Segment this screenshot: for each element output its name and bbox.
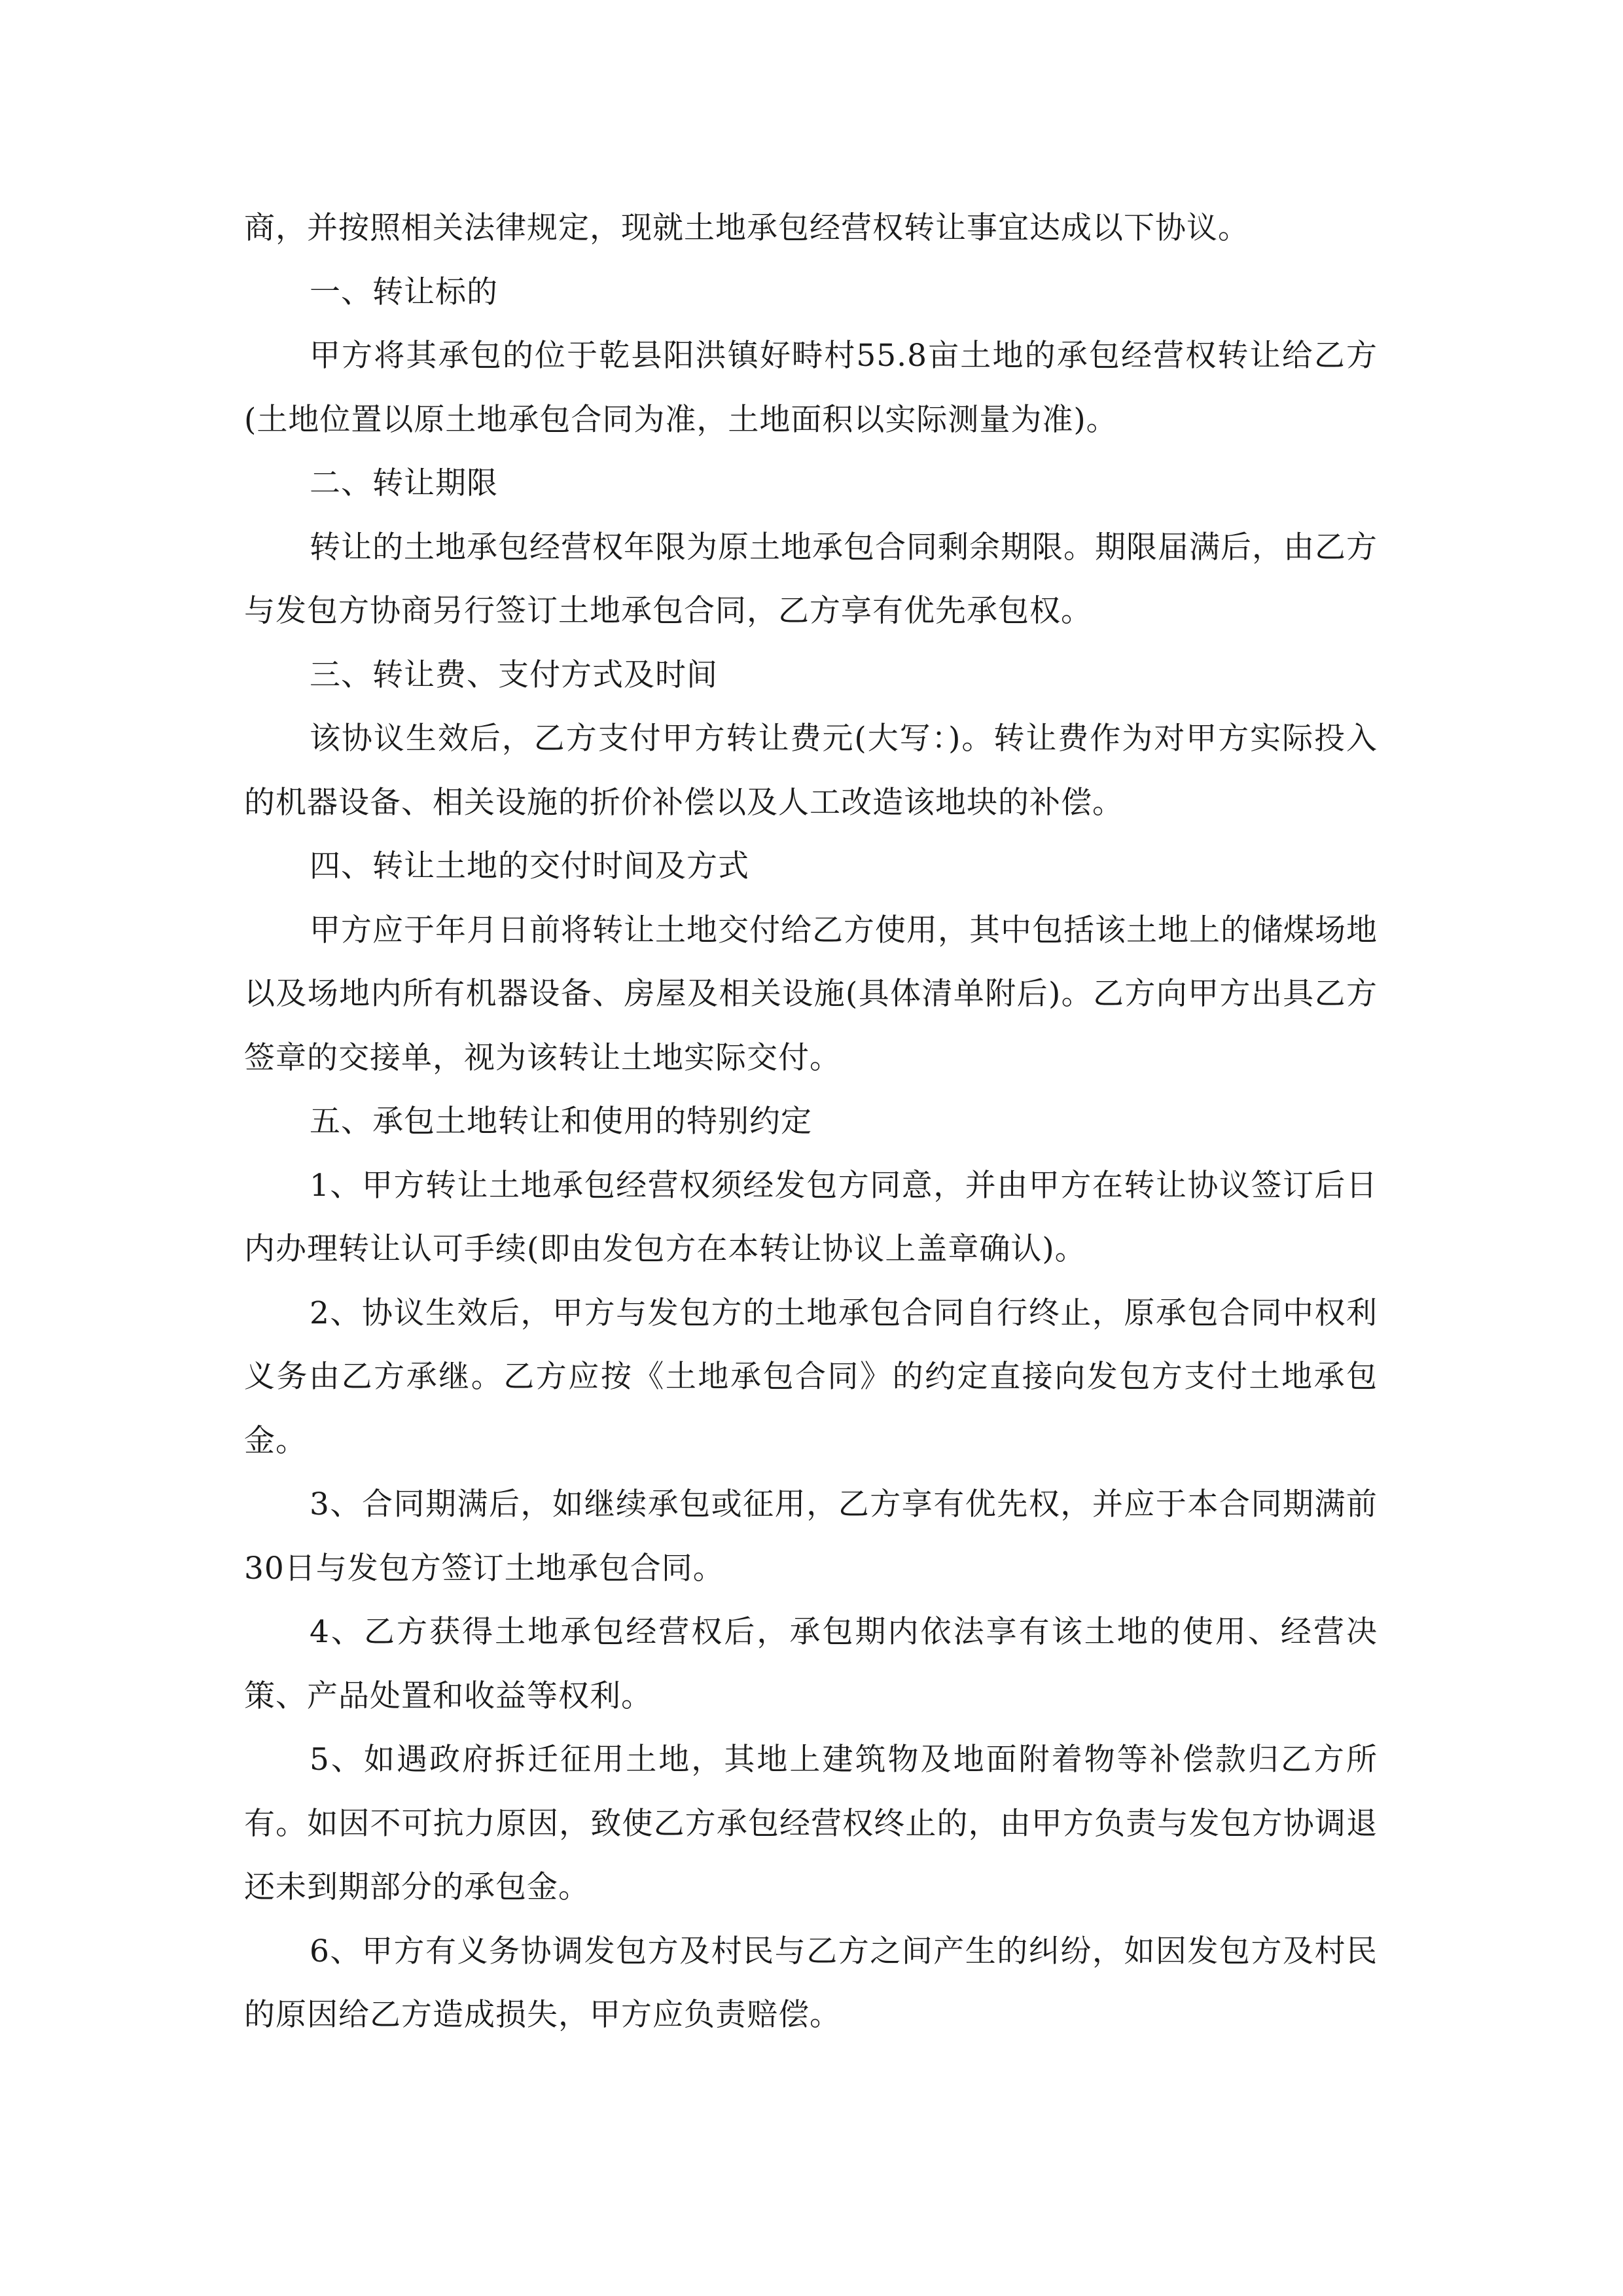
paragraph: 二、转让期限 bbox=[310, 465, 498, 501]
paragraph: 该协议生效后，乙方支付甲方转让费元(大写：)。转让费作为对甲方实际投入的机器设备、相关设施的折价补偿以及人工改造该地块的补偿。 bbox=[244, 721, 1378, 821]
paragraph: 1、甲方转让土地承包经营权须经发包方同意，并由甲方在转让协议签订后日内办理转让认可手续(即由发包方在本转让协议上盖章确认)。 bbox=[244, 1167, 1378, 1267]
paragraph: 4、乙方获得土地承包经营权后，承包期内依法享有该土地的使用、经营决策、产品处置和收益等权利。 bbox=[244, 1614, 1378, 1714]
paragraph: 转让的土地承包经营权年限为原土地承包合同剩余期限。期限届满后，由乙方与发包方协商另行签订土地承包合同，乙方享有优先承包权。 bbox=[244, 529, 1378, 629]
paragraph: 甲方将其承包的位于乾县阳洪镇好畤村55.8亩土地的承包经营权转让给乙方(土地位置以原土地承包合同为准，土地面积以实际测量为准)。 bbox=[244, 338, 1378, 438]
paragraph: 甲方应于年月日前将转让土地交付给乙方使用，其中包括该土地上的储煤场地以及场地内所有机器设备、房屋及相关设施(具体清单附后)。乙方向甲方出具乙方签章的交接单，视为该转让土地实际交付。 bbox=[244, 912, 1378, 1076]
paragraph: 三、转让费、支付方式及时间 bbox=[310, 656, 718, 693]
paragraph: 2、协议生效后，甲方与发包方的土地承包合同自行终止，原承包合同中权利义务由乙方承继。乙方应按《土地承包合同》的约定直接向发包方支付土地承包金。 bbox=[244, 1295, 1378, 1459]
paragraph: 3、合同期满后，如继续承包或征用，乙方享有优先权，并应于本合同期满前30日与发包方签订土地承包合同。 bbox=[244, 1486, 1378, 1587]
paragraph: 商，并按照相关法律规定，现就土地承包经营权转让事宜达成以下协议。 bbox=[244, 210, 1249, 246]
document-body bbox=[244, 196, 1378, 2047]
paragraph: 一、转让标的 bbox=[310, 274, 498, 310]
paragraph: 五、承包土地转让和使用的特别约定 bbox=[310, 1103, 812, 1139]
paragraph: 5、如遇政府拆迁征用土地，其地上建筑物及地面附着物等补偿款归乙方所有。如因不可抗力原因，致使乙方承包经营权终止的，由甲方负责与发包方协调退还未到期部分的承包金。 bbox=[244, 1742, 1378, 1905]
paragraph: 四、转让土地的交付时间及方式 bbox=[310, 848, 749, 884]
paragraph: 6、甲方有义务协调发包方及村民与乙方之间产生的纠纷，如因发包方及村民的原因给乙方造成损失，甲方应负责赔偿。 bbox=[244, 1933, 1378, 2033]
